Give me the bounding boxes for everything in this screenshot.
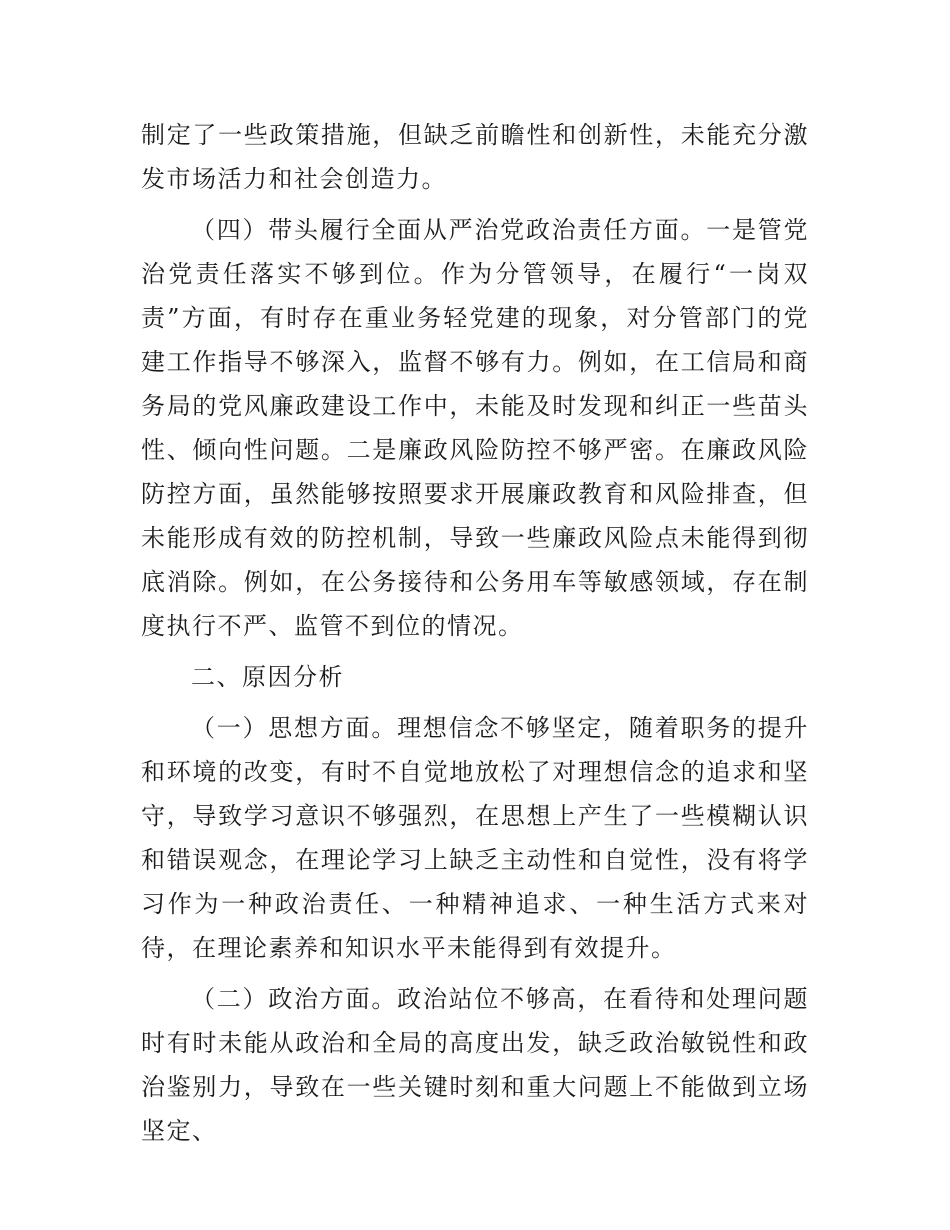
paragraph-political-aspect: （二）政治方面。政治站位不够高，在看待和处理问题时有时未能从政治和全局的高度出发，缺乏政治敏锐性和政治鉴别力，导致在一些关键时刻和重大问题上不能做到立场坚定、 [141, 985, 809, 1145]
paragraph-ideological-aspect: （一）思想方面。理想信念不够坚定，随着职务的提升和环境的改变，有时不自觉地放松了对理想信念的追求和坚守，导致学习意识不够强烈，在思想上产生了一些模糊认识和错误观念，在理论学习上缺乏主动性和自觉性，没有将学习作为一种政治责任、一种精神追求、一种生活方式来对待，在理论素养和知识水平未能得到有效提升。 [141, 714, 809, 962]
paragraph-party-responsibility: （四）带头履行全面从严治党政治责任方面。一是管党治党责任落实不够到位。作为分管领导，在履行“一岗双责”方面，有时存在重业务轻党建的现象，对分管部门的党建工作指导不够深入，监督不够有力。例如，在工信局和商务局的党风廉政建设工作中，未能及时发现和纠正一些苗头性、倾向性问题。二是廉政风险防控不够严密。在廉政风险防控方面，虽然能够按照要求开展廉政教育和风险排查，但未能形成有效的防控机制，导致一些廉政风险点未能得到彻底消除。例如，在公务接待和公务用车等敏感领域，存在制度执行不严、监管不到位的情况。 [141, 216, 809, 640]
section-heading-cause-analysis: 二、原因分析 [191, 663, 344, 691]
paragraph-continuation: 制定了一些政策措施，但缺乏前瞻性和创新性，未能充分激发市场活力和社会创造力。 [141, 121, 809, 193]
document-body [141, 113, 809, 1160]
